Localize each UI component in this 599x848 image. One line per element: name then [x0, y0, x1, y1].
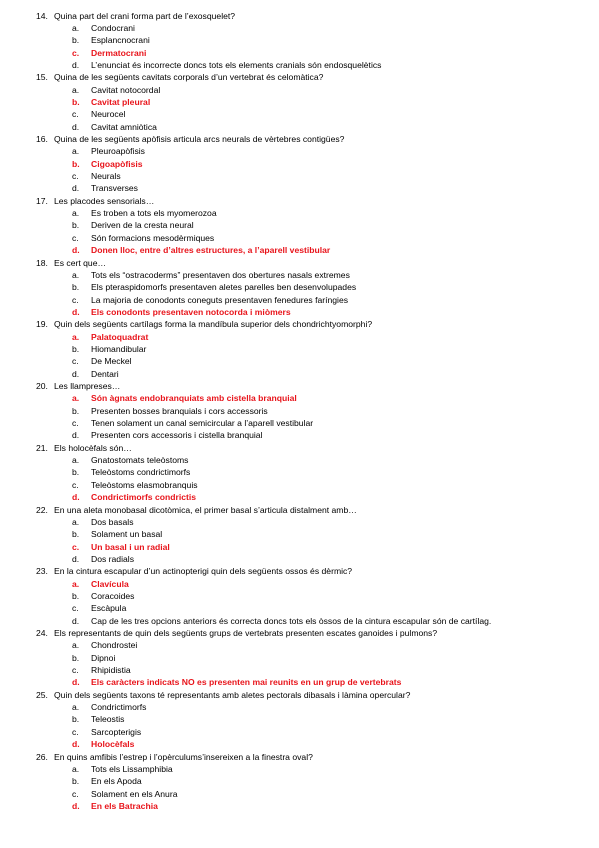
question-text: Quin dels següents cartílags forma la mandíbula superior dels chondrichtyomorphi? [54, 319, 373, 330]
question-number: 19. [36, 319, 48, 330]
answer-option [72, 640, 596, 650]
answer-option [72, 455, 596, 465]
option-text: Donen lloc, entre d’altres estructures, a l’aparell vestibular [91, 245, 331, 256]
option-letter: c. [72, 479, 79, 490]
option-text: Neurocel [91, 109, 126, 120]
answer-option-correct [72, 245, 596, 255]
option-text: Dipnoi [91, 652, 116, 663]
option-text: Esplancnocrani [91, 35, 150, 46]
option-text: Chondrostei [91, 640, 138, 651]
option-letter: c. [72, 171, 79, 182]
option-letter: a. [72, 393, 80, 404]
option-text: Sarcopterigis [91, 726, 142, 737]
option-letter: d. [72, 368, 80, 379]
answer-option-correct [72, 542, 596, 552]
question-26 [36, 752, 596, 762]
question-number: 25. [36, 689, 48, 700]
option-letter: a. [72, 208, 80, 219]
option-letter: b. [72, 96, 80, 107]
option-text: Pleuroapòfisis [91, 146, 145, 157]
option-letter: a. [72, 84, 80, 95]
option-letter: d. [72, 492, 80, 503]
question-number: 22. [36, 504, 48, 515]
answer-option [72, 295, 596, 305]
option-text: Coracoides [91, 590, 135, 601]
option-text: La majoria de conodonts coneguts presentaven fenedures faríngies [91, 294, 349, 305]
answer-option [72, 764, 596, 774]
answer-option-correct [72, 579, 596, 589]
option-letter: d. [72, 430, 80, 441]
answer-option [72, 109, 596, 119]
question-text: Les llampreses… [54, 381, 121, 391]
answer-option [72, 430, 596, 440]
answer-option [72, 233, 596, 243]
answer-option-correct [72, 492, 596, 502]
answer-option [72, 282, 596, 292]
option-letter: c. [72, 418, 79, 429]
option-letter: b. [72, 35, 80, 46]
option-letter: c. [72, 665, 79, 676]
question-text: Es cert que… [54, 257, 107, 268]
answer-option [72, 480, 596, 490]
option-letter: d. [72, 59, 80, 70]
option-letter: b. [72, 343, 80, 354]
answer-option-correct [72, 739, 596, 749]
answer-option [72, 356, 596, 366]
option-letter: b. [72, 776, 80, 787]
question-21 [36, 443, 596, 453]
answer-option [72, 616, 596, 626]
answer-option [72, 146, 596, 156]
option-letter: d. [72, 553, 80, 564]
answer-option [72, 369, 596, 379]
answer-option [72, 554, 596, 564]
option-text: Holocèfals [91, 739, 135, 750]
option-letter: b. [72, 652, 80, 663]
option-letter: b. [72, 158, 80, 169]
question-22 [36, 505, 596, 515]
answer-option [72, 122, 596, 132]
answer-option-correct [72, 159, 596, 169]
option-text: Neurals [91, 171, 121, 182]
option-letter: c. [72, 109, 79, 120]
answer-option [72, 85, 596, 95]
option-letter: d. [72, 615, 80, 626]
option-letter: a. [72, 269, 80, 280]
question-number: 14. [36, 10, 48, 21]
option-text: Cavitat amniòtica [91, 121, 157, 132]
answer-option [72, 776, 596, 786]
option-text: Dentari [91, 368, 119, 379]
question-number: 23. [36, 566, 48, 577]
option-text: Solament en els Anura [91, 788, 178, 799]
option-text: Presenten bosses branquials i cors accessoris [91, 405, 268, 416]
option-text: Tots els “ostracoderms” presentaven dos obertures nasals extremes [91, 269, 350, 280]
option-text: Els pteraspidomorfs presentaven aletes parelles ben desenvolupades [91, 282, 357, 293]
question-17 [36, 196, 596, 206]
answer-option [72, 467, 596, 477]
question-24 [36, 628, 596, 638]
option-letter: b. [72, 590, 80, 601]
question-number: 18. [36, 257, 48, 268]
option-text: Cavitat pleural [91, 96, 151, 107]
answer-option [72, 270, 596, 280]
answer-option [72, 714, 596, 724]
option-text: En els Apoda [91, 776, 142, 787]
answer-option [72, 591, 596, 601]
option-text: Condrictimorfs [91, 702, 147, 713]
question-number: 17. [36, 195, 48, 206]
question-14 [36, 11, 596, 21]
answer-option-correct [72, 332, 596, 342]
option-text: Són formacions mesodèrmiques [91, 232, 215, 243]
option-letter: c. [72, 726, 79, 737]
option-text: Els conodonts presentaven notocorda i miòmers [91, 306, 291, 317]
option-letter: d. [72, 183, 80, 194]
answer-option [72, 727, 596, 737]
option-letter: b. [72, 282, 80, 293]
option-text: Presenten cors accessoris i cistella branquial [91, 430, 263, 441]
option-letter: a. [72, 455, 80, 466]
question-16 [36, 134, 596, 144]
option-letter: d. [72, 739, 80, 750]
answer-option-correct [72, 48, 596, 58]
option-text: Condrictimorfs condrictis [91, 492, 197, 503]
option-text: Tenen solament un canal semicircular a l’aparell vestibular [91, 418, 314, 429]
option-text: Dermatocrani [91, 47, 147, 58]
answer-option [72, 60, 596, 70]
option-text: Teleòstoms condrictimorfs [91, 467, 191, 478]
option-text: Hiomandibular [91, 343, 147, 354]
option-letter: a. [72, 22, 80, 33]
answer-option [72, 344, 596, 354]
option-letter: d. [72, 677, 80, 688]
option-text: Teleòstoms elasmobranquis [91, 479, 198, 490]
question-23 [36, 566, 596, 576]
answer-option [72, 418, 596, 428]
option-letter: a. [72, 578, 80, 589]
answer-option [72, 789, 596, 799]
question-19 [36, 319, 596, 329]
option-text: Dos radials [91, 553, 134, 564]
option-letter: b. [72, 467, 80, 478]
option-text: De Meckel [91, 356, 132, 367]
option-letter: c. [72, 603, 79, 614]
answer-option-correct [72, 393, 596, 403]
answer-option [72, 653, 596, 663]
option-text: Es troben a tots els myomerozoa [91, 208, 217, 219]
option-letter: a. [72, 516, 80, 527]
option-text: Transverses [91, 183, 138, 194]
option-text: En els Batrachia [91, 800, 158, 811]
option-letter: b. [72, 220, 80, 231]
answer-option [72, 702, 596, 712]
option-letter: d. [72, 800, 80, 811]
answer-option-correct [72, 97, 596, 107]
option-text: Escàpula [91, 603, 127, 614]
question-text: En una aleta monobasal dicotòmica, el primer basal s’articula distalment amb… [54, 504, 357, 515]
answer-option-correct [72, 307, 596, 317]
option-letter: d. [72, 121, 80, 132]
option-letter: d. [72, 245, 80, 256]
option-letter: a. [72, 640, 80, 651]
option-letter: b. [72, 405, 80, 416]
question-18 [36, 258, 596, 268]
question-text: Quina de les següents cavitats corporals d’un vertebrat és celomàtica? [54, 72, 324, 83]
answer-option [72, 665, 596, 675]
option-letter: c. [72, 47, 80, 58]
option-text: Cap de les tres opcions anteriors és correcta doncs tots els òssos de la cintura escapular són de cartílag. [91, 615, 492, 626]
question-text: Les placodes sensorials… [54, 195, 155, 206]
option-letter: a. [72, 763, 80, 774]
option-letter: b. [72, 714, 80, 725]
answer-option [72, 529, 596, 539]
answer-option-correct [72, 677, 596, 687]
option-text: Dos basals [91, 516, 134, 527]
option-text: Cavitat notocordal [91, 84, 161, 95]
question-number: 21. [36, 442, 48, 453]
option-letter: c. [72, 294, 79, 305]
option-text: Cigoapòfisis [91, 158, 143, 169]
answer-option [72, 23, 596, 33]
option-letter: a. [72, 146, 80, 157]
answer-option [72, 603, 596, 613]
option-text: Tots els Lissamphibia [91, 763, 173, 774]
option-text: Gnatostomats teleòstoms [91, 455, 189, 466]
question-text: En la cintura escapular d’un actinopterigi quin dels següents ossos és dèrmic? [54, 566, 353, 577]
option-text: L’enunciat és incorrecte doncs tots els elements cranials són endosquelètics [91, 59, 382, 70]
question-number: 16. [36, 134, 48, 144]
option-text: Deriven de la cresta neural [91, 220, 194, 231]
question-number: 24. [36, 628, 48, 638]
question-text: En quins amfibis l’estrep i l’opèrculums’insereixen a la finestra oval? [54, 751, 313, 762]
question-25 [36, 690, 596, 700]
question-text: Quin dels següents taxons té representants amb aletes pectorals dibasals i làmina opercular? [54, 689, 411, 700]
question-15 [36, 72, 596, 82]
question-text: Quina de les següents apòfisis articula arcs neurals de vèrtebres contigües? [54, 134, 345, 144]
answer-option [72, 35, 596, 45]
option-letter: c. [72, 541, 80, 552]
answer-option-correct [72, 801, 596, 811]
option-text: Clavícula [91, 578, 129, 589]
option-text: Són àgnats endobranquiats amb cistella branquial [91, 393, 297, 404]
option-letter: d. [72, 306, 80, 317]
question-text: Els holocèfals són… [54, 442, 132, 453]
option-letter: a. [72, 331, 80, 342]
question-number: 26. [36, 751, 48, 762]
option-text: Palatoquadrat [91, 331, 149, 342]
option-text: Solament un basal [91, 529, 163, 540]
question-number: 20. [36, 381, 48, 391]
answer-option [72, 208, 596, 218]
option-text: Rhipidistia [91, 665, 131, 676]
answer-option [72, 183, 596, 193]
option-text: Condocrani [91, 22, 135, 33]
option-letter: c. [72, 232, 79, 243]
option-letter: b. [72, 529, 80, 540]
question-20 [36, 381, 596, 391]
question-number: 15. [36, 72, 48, 83]
option-text: Els caràcters indicats NO es presenten mai reunits en un grup de vertebrats [91, 677, 402, 688]
option-text: Un basal i un radial [91, 541, 170, 552]
question-text: Quina part del crani forma part de l’exosquelet? [54, 10, 236, 21]
option-letter: a. [72, 702, 80, 713]
answer-option [72, 171, 596, 181]
question-text: Els representants de quin dels següents grups de vertebrats presenten escates ganoides i pulmons? [54, 628, 438, 638]
answer-option [72, 220, 596, 230]
option-letter: c. [72, 356, 79, 367]
answer-option [72, 517, 596, 527]
answer-option [72, 406, 596, 416]
option-letter: c. [72, 788, 79, 799]
option-text: Teleostis [91, 714, 125, 725]
